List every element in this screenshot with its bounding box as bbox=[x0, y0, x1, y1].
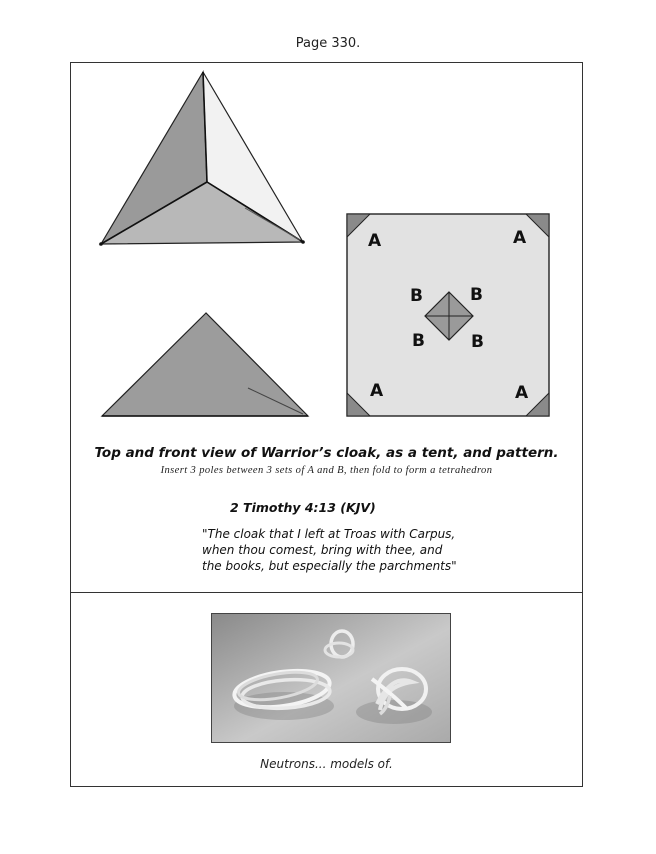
scripture-reference: 2 Timothy 4:13 (KJV) bbox=[230, 500, 376, 515]
pattern-label-b-lower-right: B bbox=[471, 332, 484, 352]
pattern-label-a-top-right: A bbox=[513, 228, 527, 248]
cloak-pattern bbox=[346, 213, 552, 419]
scripture-line: when thou comest, bring with thee, and bbox=[202, 543, 443, 557]
scripture-quote bbox=[202, 526, 502, 574]
figure-caption-subtitle: Insert 3 poles between 3 sets of A and B, then fold to form a tetrahedron bbox=[160, 465, 493, 476]
frame-divider bbox=[70, 592, 583, 593]
scripture-line: "The cloak that I left at Troas with Carpus, bbox=[202, 527, 456, 541]
neutron-models-illustration bbox=[212, 614, 451, 743]
pattern-label-a-bottom-left: A bbox=[370, 381, 384, 401]
tetrahedron-front-view bbox=[98, 308, 313, 420]
scripture-line: the books, but especially the parchments" bbox=[202, 559, 457, 573]
figure-caption-title: Top and front view of Warrior’s cloak, as a tent, and pattern. bbox=[94, 445, 559, 461]
tetrahedron-top-view bbox=[95, 68, 310, 250]
photo-caption: Neutrons... models of. bbox=[260, 757, 393, 771]
pattern-label-b-lower-left: B bbox=[412, 331, 425, 351]
page-number: Page 330. bbox=[295, 36, 361, 51]
pattern-label-b-upper-left: B bbox=[410, 286, 423, 306]
pattern-label-b-upper-right: B bbox=[470, 285, 483, 305]
neutron-models-photo bbox=[211, 613, 451, 743]
pattern-label-a-top-left: A bbox=[368, 231, 382, 251]
pattern-label-a-bottom-right: A bbox=[515, 383, 529, 403]
